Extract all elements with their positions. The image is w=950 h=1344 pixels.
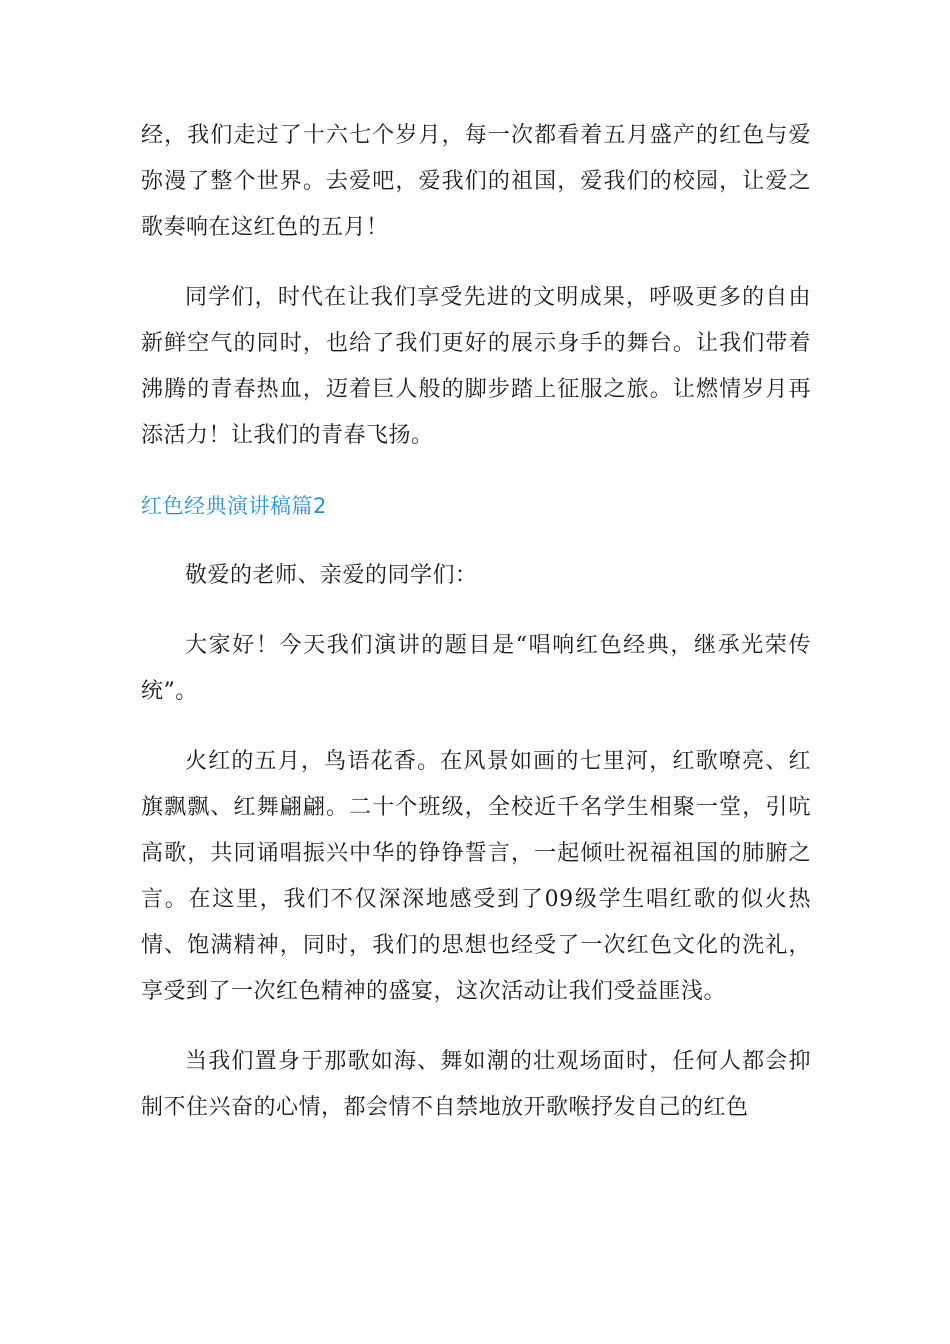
paragraph-greeting: 大家好！今天我们演讲的题目是“唱响红色经典，继承光荣传统”。	[141, 633, 811, 704]
section-heading: 红色经典演讲稿篇2	[141, 494, 327, 518]
paragraph-may: 火红的五月，鸟语花香。在风景如画的七里河，红歌嘹亮、红旗飘飘、红舞翩翩。二十个班级，全校近千名学生相聚一堂，引吭高歌，共同诵唱振兴中华的铮铮誓言，一起倾吐祝福祖国的肺腑之言。在这里，我们不仅深深地感受到了09级学生唱红歌的似火热情、饱满精神，同时，我们的思想也经受了一次红色文化的洗礼，享受到了一次红色精神的盛宴，这次活动让我们受益匪浅。	[141, 749, 811, 1004]
paragraph-classmates: 同学们，时代在让我们享受先进的文明成果，呼吸更多的自由新鲜空气的同时，也给了我们更好的展示身手的舞台。让我们带着沸腾的青春热血，迈着巨人般的脚步踏上征服之旅。让燃情岁月再添活力！让我们的青春飞扬。	[141, 285, 811, 448]
paragraph-scene: 当我们置身于那歌如海、舞如潮的壮观场面时，任何人都会抑制不住兴奋的心情，都会情不自禁地放开歌喉抒发自己的红色	[141, 1049, 811, 1120]
document-body	[141, 113, 811, 1155]
paragraph-salutation: 敬爱的老师、亲爱的同学们：	[185, 563, 478, 588]
paragraph-continued: 经，我们走过了十六七个岁月，每一次都看着五月盛产的红色与爱弥漫了整个世界。去爱吧，爱我们的祖国，爱我们的校园，让爱之歌奏响在这红色的五月！	[141, 123, 811, 240]
